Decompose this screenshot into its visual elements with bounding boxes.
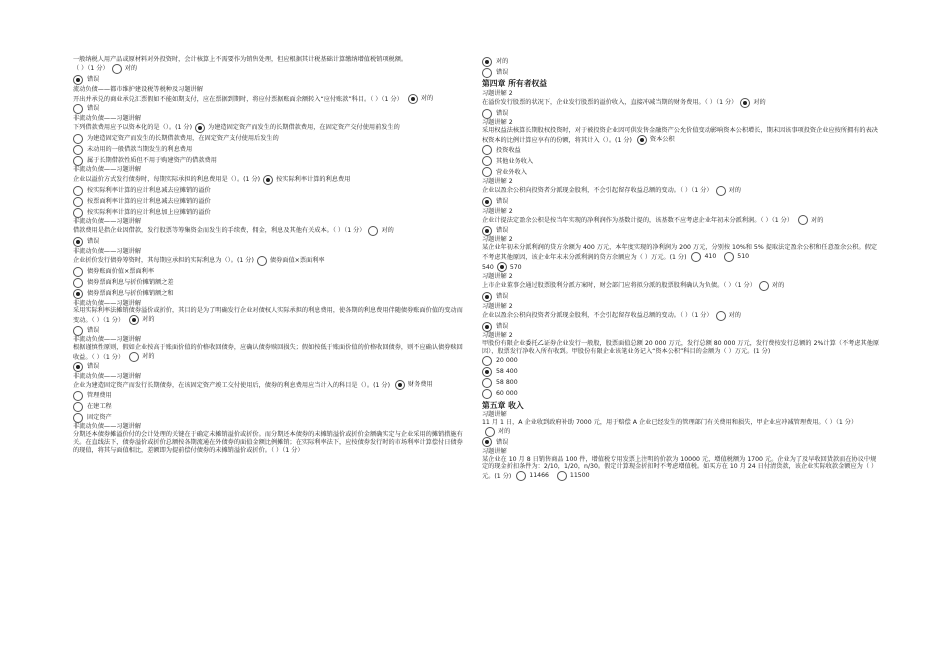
option-label: 错误 <box>496 68 509 76</box>
option-label: 错误 <box>496 293 509 301</box>
section-category: 流动负债——都市维护建设税等税种及习题讲解 <box>73 85 203 93</box>
radio-button[interactable] <box>759 281 769 291</box>
radio-button[interactable] <box>724 252 734 262</box>
option-label: 570 <box>509 263 522 271</box>
option-label: 错误 <box>87 76 100 84</box>
option-label: 债券面值×票面利率 <box>269 257 325 265</box>
question-text: 一般纳税人用产品或原材料对外投资时，会计核算上不需要作为销售处理，但应根据其计税基础计算缴纳增值税销项税额。 <box>73 56 408 63</box>
radio-button-selected[interactable] <box>408 94 418 104</box>
section-category: 非流动负债——习题讲解 <box>73 336 142 343</box>
question-ch4-2 <box>482 119 882 178</box>
radio-button[interactable] <box>485 427 495 437</box>
question-ch4-8 <box>482 332 882 399</box>
question-text: 企业以盈余公积向投资者分派现金股利，不会引起留存收益总额的变动。（ ）（1 分） <box>482 312 713 320</box>
option-label: 对的 <box>420 94 434 102</box>
radio-button-selected[interactable] <box>482 57 492 67</box>
option-label: 未动用的一般借款当期发生的利息费用 <box>87 145 193 153</box>
option-label: 属于长期借款性质但不用于购建资产的借款费用 <box>87 156 217 164</box>
question-ch4-5 <box>482 236 882 273</box>
option-label: 错误 <box>87 105 100 113</box>
question-7 <box>73 336 463 373</box>
question-ch5-1 <box>482 411 882 448</box>
radio-button[interactable] <box>691 252 701 262</box>
option-label: 510 <box>737 253 750 261</box>
radio-button-selected[interactable] <box>740 98 750 108</box>
option-label: 投资收益 <box>496 146 521 154</box>
option-label: 按实际利率计算的应计利息加上应摊销的溢价 <box>87 208 211 216</box>
option-label: 20 000 <box>496 357 518 365</box>
radio-button[interactable] <box>73 391 83 401</box>
radio-button[interactable] <box>73 413 83 423</box>
radio-button[interactable] <box>482 145 492 155</box>
radio-button[interactable] <box>798 215 808 225</box>
radio-button-selected[interactable] <box>637 135 647 145</box>
radio-button[interactable] <box>482 68 492 78</box>
option-label: 错误 <box>496 438 509 446</box>
section-category: 习题讲解 2 <box>482 236 513 244</box>
question-score: （ ）（1 分） <box>73 65 109 73</box>
option-label: 对的 <box>728 187 741 195</box>
question-text: 开出并承兑的商业承兑汇票假如不能如期支付，应在票据到期时，将应付票据账面余额转入“应付账款”科目。（ ）（1 分） <box>73 95 403 103</box>
question-1 <box>73 86 463 115</box>
option-label: 对的 <box>381 227 394 235</box>
radio-button-selected[interactable] <box>129 315 139 325</box>
section-category: 习题讲解 2 <box>482 207 513 215</box>
radio-button[interactable] <box>516 471 526 481</box>
section-category: 非流动负债——习题讲解 <box>73 166 142 174</box>
option-label: 债券账面价值×票面利率 <box>87 268 155 276</box>
section-category: 非流动负债——习题讲解 <box>73 423 142 431</box>
option-label: 错误 <box>87 238 100 246</box>
question-text: 某企业年初未分派利润的贷方余额为 400 万元，本年度实现的净利润为 200 万元，分别按 10%和 5% 提取法定盈余公积和任意盈余公积。假定不考虑其他原因，该企业年末未分派利润的贷方余额应为（ ）万元。(1 分) <box>482 244 878 261</box>
question-text: 企业以溢价方式发行债券时，每期实际承担的利息费用是（）。(1 分) <box>73 175 261 183</box>
option-label: 固定资产 <box>87 413 112 421</box>
option-label: 错误 <box>496 198 509 206</box>
question-text: 采用权益法核算长期股权投资时，对于被投资企业因可供发售金融资产公允价值变动影响资本公积增长，期末因该事项投资企业应按所拥有的表决权资本的比例计算应享有的份额，将其计入（）。(1 分) <box>482 127 878 144</box>
option-label: 对的 <box>728 312 741 320</box>
section-category: 习题讲解 2 <box>482 332 513 340</box>
radio-button[interactable] <box>129 352 139 362</box>
section-category: 非流动负债——习题讲解 <box>73 247 142 255</box>
option-label: 对的 <box>142 352 155 360</box>
radio-button[interactable] <box>112 64 122 74</box>
question-9-continued <box>482 56 882 78</box>
option-label: 错误 <box>87 363 100 371</box>
option-label: 对的 <box>811 216 824 224</box>
radio-button-selected[interactable] <box>195 123 205 133</box>
question-text: 企业以盈余公积向投资者分派现金股利，不会引起留存收益总额的变动。（ ）（1 分） <box>482 187 713 195</box>
radio-button-selected[interactable] <box>73 237 83 247</box>
question-ch4-6 <box>482 273 882 303</box>
question-ch4-4 <box>482 208 882 237</box>
question-text: 借款费用是指企业因借款，发行股票等筹集资金而发生的手续费，佣金，利息及其他有关成本。（ ）（1 分） <box>73 227 366 235</box>
option-label: 为建造固定资产而发生的长期借款费用，在固定资产支付使用后发生的 <box>87 134 279 142</box>
section-category: 习题讲解 2 <box>482 89 513 97</box>
question-text: 采用实际利率法摊销债券溢价或折价，其目的是为了明确发行企业对债权人实际承担的利息费用，使各期的利息费用伴随债券账面价值的变动而变动。（ ）（1 分） <box>73 307 463 324</box>
option-label: 按票面利率计算的应计利息减去应摊销的溢价 <box>87 197 211 205</box>
radio-button-selected[interactable] <box>482 367 492 377</box>
radio-button[interactable] <box>73 134 83 144</box>
question-ch5-2 <box>482 448 882 481</box>
radio-button-selected[interactable] <box>482 197 492 207</box>
chapter-title: 第五章 收入 <box>482 400 524 410</box>
section-category: 非流动负债——习题讲解 <box>73 299 142 307</box>
question-text: 企业计提法定盈余公积是按当年实现的净利润作为基数计提的，该基数不应考虑企业年初未分派利润。（ ）（1 分） <box>482 217 794 225</box>
radio-button-selected[interactable] <box>395 380 405 390</box>
question-5 <box>73 248 463 300</box>
option-label: 对的 <box>771 282 785 290</box>
option-label: 对的 <box>753 99 766 107</box>
radio-button[interactable] <box>482 378 492 388</box>
question-2 <box>73 115 463 167</box>
radio-button[interactable] <box>257 256 267 266</box>
option-label: 错误 <box>496 323 509 331</box>
radio-button[interactable] <box>716 186 726 196</box>
option-label: 60 000 <box>496 390 518 398</box>
question-text: 某企业在 10 月 8 日销售商品 100 件，增值税专用发票上注明的价款为 10000 元，增值税额为 1700 元。企业为了及早收回货款而在协议中规定的现金折扣条件为：2/10，1/20，n/30。假定计算现金折扣时不考虑增值税。如买方在 10 月 24 日付清货款，该企业实际收款金额应为（ ）元。(1 分) <box>482 455 878 481</box>
option-label: 对的 <box>124 65 138 73</box>
option-label: 营业外收入 <box>496 168 527 176</box>
question-text: 下列借款费用应予以资本化的是（）。(1 分) <box>73 123 193 131</box>
section-category: 习题讲解 <box>482 411 507 419</box>
option-label: 错误 <box>496 227 509 235</box>
radio-button-selected[interactable] <box>482 322 492 332</box>
section-category: 习题讲解 <box>482 447 507 455</box>
section-category: 非流动负债——习题讲解 <box>73 372 142 380</box>
question-text: 分期还本债券摊溢价付的会计处理的关键在于确定未摊销溢价或折价。而分期还本债券的未摊销溢价或折价金额确实定与企业采用的摊销措施有关。在直线法下，债券溢价或折价总额按各期流通在外债券的面值金额比例摊销；在实际利率法下，应按债券发行时的市场利率计算偿付日债券的现值，将其与面值相比，差额即为提前偿付债券的未摊销溢价或折价。（ ）（1 分） <box>73 431 463 454</box>
radio-button[interactable] <box>482 167 492 177</box>
radio-button[interactable] <box>73 208 83 218</box>
option-label: 58 400 <box>496 368 518 376</box>
section-category: 习题讲解 2 <box>482 177 513 185</box>
option-label: 为建造固定资产而发生的长期借款费用，在固定资产交付使用前发生的 <box>208 123 400 131</box>
section-category: 非流动负债——习题讲解 <box>73 218 142 225</box>
option-label: 11500 <box>569 472 590 480</box>
question-0 <box>73 56 463 86</box>
option-label: 其他业务收入 <box>496 157 534 165</box>
radio-button[interactable] <box>482 109 492 119</box>
left-column <box>73 56 463 454</box>
question-text: 企业为建造固定资产而发行长期债券，在该固定资产竣工交付使用后，债券的利息费用应当计入的科目是（）。(1 分) <box>73 382 391 390</box>
question-6 <box>73 300 463 337</box>
option-label: 按实际利率计算的利息费用 <box>276 175 351 183</box>
option-label: 财务费用 <box>407 381 433 389</box>
question-text: 甲股份有限企业委托乙证券企业发行一般股，股票面值总额 20 000 万元，发行总额 80 000 万元，发行费按发行总额的 2%计算（不考虑其他原因），股票发行净收入所有收到。甲股份有限企业该笔业务记入“资本公积”科目的金额为（ ）万元。(1 分) <box>482 340 880 355</box>
radio-button-selected[interactable] <box>482 226 492 236</box>
radio-button[interactable] <box>716 311 726 321</box>
radio-button[interactable] <box>482 356 492 366</box>
option-label: 11466 <box>529 472 549 480</box>
option-label: 540 <box>482 263 494 271</box>
question-ch4-3 <box>482 178 882 208</box>
radio-button[interactable] <box>73 104 83 114</box>
radio-button[interactable] <box>73 145 83 155</box>
radio-button[interactable] <box>368 226 378 236</box>
question-text: 在溢价发行股票的状况下，企业发行股票的溢价收入，直接冲减当期的财务费用。（ ）（1 分） <box>482 99 738 107</box>
radio-button-selected[interactable] <box>482 292 492 302</box>
option-label: 按实际利率计算的应计利息减去应摊销的溢价 <box>87 186 211 194</box>
option-label: 错误 <box>496 110 509 118</box>
right-column <box>482 56 882 481</box>
radio-button[interactable] <box>73 197 83 207</box>
radio-button[interactable] <box>557 471 567 481</box>
question-4 <box>73 218 463 248</box>
chapter-title: 第四章 所有者权益 <box>482 79 548 88</box>
option-label: 管理费用 <box>87 391 112 399</box>
option-label: 410 <box>704 253 717 261</box>
question-ch4-7 <box>482 303 882 333</box>
question-9 <box>73 423 463 454</box>
option-label: 在建工程 <box>87 402 112 410</box>
section-category: 习题讲解 2 <box>482 119 513 127</box>
radio-button-selected[interactable] <box>73 75 83 85</box>
radio-button-selected[interactable] <box>73 289 83 299</box>
question-text: 11 月 1 日，A 企业收到政府补助 7000 元，用于赔偿 A 企业已经发生的管理部门有关费用和损失，甲企业应冲减管理费用。（ ）（1 分） <box>482 419 858 427</box>
radio-button[interactable] <box>73 278 83 288</box>
question-8 <box>73 373 463 424</box>
option-label: 58 800 <box>496 379 518 387</box>
option-label: 错误 <box>87 326 100 334</box>
option-label: 对的 <box>142 316 155 324</box>
option-label: 对的 <box>496 57 509 65</box>
radio-button[interactable] <box>73 402 83 412</box>
radio-button-selected[interactable] <box>497 262 507 272</box>
radio-button[interactable] <box>73 156 83 166</box>
radio-button[interactable] <box>73 326 83 336</box>
radio-button[interactable] <box>482 156 492 166</box>
section-category: 非流动负债——习题讲解 <box>73 114 142 122</box>
section-category: 习题讲解 2 <box>482 272 513 280</box>
question-text: 上市企业董事会通过股票股利分派方案时，财会部门应将拟分派的股票股利确认为负债。（ ）（1 分） <box>482 282 756 290</box>
question-text: 企业折价发行债券筹资时，其每期应承担的实际利息为（）。(1 分) <box>73 257 254 265</box>
question-text: 根据谨慎性原则，假如企业按高于账面价值的价格收回债券，应确认债券赎回损失；假如按低于账面价值的价格收回债券，则不应确认债券赎回收益。（ ）（1 分） <box>73 343 463 361</box>
radio-button-selected[interactable] <box>263 175 273 185</box>
option-label: 资本公积 <box>649 136 675 144</box>
radio-button[interactable] <box>73 267 83 277</box>
radio-button-selected[interactable] <box>482 437 492 447</box>
radio-button[interactable] <box>482 389 492 399</box>
question-ch4-1 <box>482 90 882 120</box>
option-label: 对的 <box>498 428 511 436</box>
question-3 <box>73 166 463 218</box>
option-label: 债券票面利息与折价摊销额之差 <box>87 279 174 287</box>
radio-button[interactable] <box>73 186 83 196</box>
radio-button-selected[interactable] <box>73 362 83 372</box>
section-category: 习题讲解 2 <box>482 302 513 310</box>
option-label: 债券票面利息与折价摊销额之和 <box>87 290 174 298</box>
